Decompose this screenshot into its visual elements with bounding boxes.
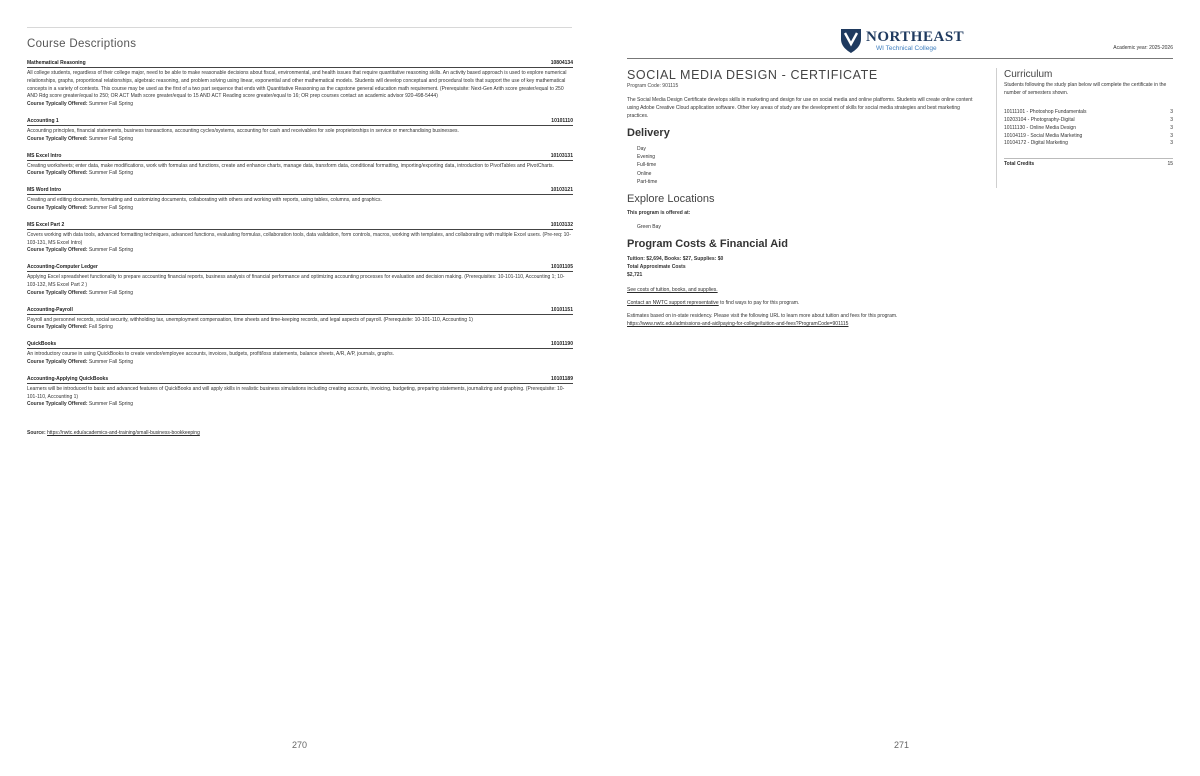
- course-description: Accounting principles, financial statements, business transactions, accounting cycles/systems, accounting for cash and receivables for sole proprietorships in service or merchandising businesses.: [27, 127, 459, 134]
- course-header: [27, 376, 573, 384]
- course-offered: [27, 247, 573, 255]
- course-entry: [27, 60, 573, 109]
- course-offered: [27, 290, 573, 298]
- course-code: 10101189: [551, 375, 573, 382]
- source-link[interactable]: https://nwtc.edu/academics-and-training/small-business-bookkeeping: [47, 430, 200, 436]
- delivery-heading: Delivery: [627, 127, 670, 139]
- course-entry: [27, 341, 573, 367]
- offered-terms: Summer Fall Spring: [88, 401, 134, 408]
- logo-name: NORTHEAST: [866, 29, 965, 45]
- course-name: MS Excel Intro: [27, 152, 62, 159]
- offered-terms: Summer Fall Spring: [88, 204, 134, 211]
- academic-year: Academic year: 2025-2026: [1113, 45, 1173, 51]
- curriculum-course: 10104172 - Digital Marketing: [1004, 140, 1068, 147]
- curriculum-row: [1004, 125, 1173, 133]
- contact-text: to find ways to pay for this program.: [718, 300, 800, 307]
- shield-logo-icon: [840, 26, 862, 54]
- tuition-url-link[interactable]: https://www.nwtc.edu/admissions-and-aid/paying-for-college/tuition-and-fees?ProgramCode=901115: [627, 321, 849, 328]
- course-entry: [27, 264, 573, 297]
- section-title: Course Descriptions: [27, 38, 137, 50]
- course-header: [27, 118, 573, 126]
- curriculum-credits: 3: [1170, 109, 1173, 116]
- course-name: MS Excel Part 2: [27, 221, 65, 228]
- course-header: [27, 60, 573, 68]
- course-list: [27, 60, 573, 418]
- offered-label: Course Typically Offered:: [27, 247, 88, 254]
- course-description: All college students, regardless of their college major, need to be able to make reasonable decisions about fiscal, environmental, and health issues that require quantitative reasoning skills. An activity based approach is used to explore numerical relationships, graphs, proportional relationships, algebraic reasoning, and problem solving using linear, exponential and other mathematical models. Students will develop conceptual and procedural tools that support the use of key mathematical concepts in a variety of contexts. This course may be used as the first of a two part sequence that ends with Quantitative Reasoning as the capstone general education math requirement. (Prerequisite: Next-Gen Arith score greater/equal to 250 AND Rdg score greater/equal to 250; OR ACT Math score greater/equal to 15 AND ACT Reading score greater/equal to 16; OR prep courses contact an academic advisor 920-498-5444): [27, 70, 567, 100]
- course-header: [27, 153, 573, 161]
- course-code: 10103121: [550, 187, 573, 194]
- curriculum-row: [1004, 133, 1173, 141]
- course-offered: [27, 205, 573, 213]
- course-code: 10101151: [551, 306, 573, 313]
- course-name: Accounting-Applying QuickBooks: [27, 375, 109, 382]
- course-entry: [27, 118, 573, 144]
- page-number: 271: [894, 740, 910, 750]
- curriculum-intro: Students following the study plan below will complete the certificate in the number of semesters shown.: [1004, 82, 1167, 96]
- course-header: [27, 222, 573, 230]
- course-name: MS Word Intro: [27, 187, 62, 194]
- curriculum-table: [1004, 109, 1173, 148]
- offered-label: Course Typically Offered:: [27, 204, 88, 211]
- course-entry: [27, 307, 573, 333]
- offered-label: Course Typically Offered:: [27, 101, 88, 108]
- costs-heading: Program Costs & Financial Aid: [627, 238, 788, 251]
- offered-label: Course Typically Offered:: [27, 401, 88, 408]
- offered-terms: Summer Fall Spring: [88, 135, 134, 142]
- total-costs-value: $2,721: [627, 272, 643, 279]
- curriculum-row: [1004, 109, 1173, 117]
- course-description: Creating and editing documents, formatting and customizing documents, collaborating with others and working with reports, using tables, columns, and graphics.: [27, 197, 382, 204]
- delivery-list: [637, 145, 982, 186]
- curriculum-credits: 3: [1170, 124, 1173, 131]
- total-credits-value: 15: [1167, 161, 1173, 168]
- course-header: [27, 264, 573, 272]
- course-offered: [27, 401, 573, 409]
- course-name: Accounting-Computer Ledger: [27, 264, 98, 271]
- curriculum-credits: 3: [1170, 132, 1173, 139]
- locations-heading: Explore Locations: [627, 193, 715, 206]
- curriculum-heading: Curriculum: [1004, 69, 1053, 80]
- curriculum-row: [1004, 117, 1173, 125]
- estimate-note: Estimates based on in-state residency. Please visit the following URL to learn more about tuition and fees for this program.: [627, 313, 898, 320]
- top-divider: [27, 27, 572, 28]
- offered-label: Course Typically Offered:: [27, 289, 88, 296]
- page-number: 270: [292, 740, 308, 750]
- course-entry: [27, 376, 573, 409]
- contact-link[interactable]: Contact an NWTC support representative: [627, 300, 719, 307]
- offered-label: Course Typically Offered:: [27, 170, 88, 177]
- total-credits-row: [1004, 158, 1173, 167]
- program-main: [627, 68, 982, 328]
- course-header: [27, 341, 573, 349]
- course-description: Covers working with data tools, advanced formatting techniques, advanced functions, evaluating formulas, collaboration tools, data validation, form controls, macros, working with templates, and collaborating with multiple Excel users. (Pre-req: 10-103-131, MS Excel Intro): [27, 231, 571, 246]
- costs-breakdown: Tuition: $2,694, Books: $27, Supplies: $0: [627, 256, 724, 263]
- delivery-option: Part-time: [637, 178, 658, 185]
- column-divider: [996, 68, 997, 188]
- offered-terms: Summer Fall Spring: [88, 358, 134, 365]
- source-line: [27, 430, 200, 436]
- course-name: QuickBooks: [27, 341, 57, 348]
- course-header: [27, 307, 573, 315]
- course-name: Mathematical Reasoning: [27, 60, 86, 66]
- course-header: [27, 187, 573, 195]
- course-offered: [27, 359, 573, 367]
- course-code: 10101110: [551, 117, 573, 124]
- course-code: 10101105: [551, 264, 573, 271]
- offered-terms: Summer Fall Spring: [88, 247, 134, 254]
- offered-terms: Summer Fall Spring: [88, 289, 134, 296]
- college-logo: [840, 26, 965, 56]
- program-title: SOCIAL MEDIA DESIGN - CERTIFICATE: [627, 68, 878, 82]
- source-label: Source:: [27, 430, 46, 436]
- course-entry: [27, 187, 573, 213]
- course-entry: [27, 222, 573, 255]
- offered-terms: Fall Spring: [88, 324, 113, 331]
- course-name: Accounting-Payroll: [27, 306, 73, 313]
- offered-label: Course Typically Offered:: [27, 358, 88, 365]
- delivery-option: Online: [637, 170, 652, 177]
- curriculum-credits: 3: [1170, 116, 1173, 123]
- logo-subtitle: WI Technical College: [876, 45, 937, 52]
- locations-list: [637, 223, 982, 231]
- course-entry: [27, 153, 573, 179]
- course-description: Applying Excel spreadsheet functionality to prepare accounting financial reports, business analysis of financial performance and optimizing accounting processes for evaluation and decision making. (Prerequisites: 10-101-110, Accounting 1; 10-103-132, MS Excel Part 2 ): [27, 274, 565, 288]
- curriculum-row: [1004, 140, 1173, 148]
- course-offered: [27, 170, 573, 178]
- curriculum-course: 10111101 - Photoshop Fundamentals: [1004, 109, 1087, 116]
- course-code: 10103132: [550, 221, 573, 228]
- course-offered: [27, 136, 573, 144]
- program-code: Program Code: 901115: [627, 83, 679, 89]
- course-offered: [27, 101, 573, 109]
- curriculum-course: 10203104 - Photography-Digital: [1004, 116, 1075, 123]
- curriculum-course: 10111130 - Online Media Design: [1004, 124, 1076, 131]
- course-code: 10103131: [550, 152, 573, 159]
- delivery-option: Full-time: [637, 162, 657, 169]
- course-code: 10101190: [551, 341, 573, 348]
- curriculum-course: 10104119 - Social Media Marketing: [1004, 132, 1083, 139]
- course-code: 10804134: [550, 60, 573, 66]
- location-item: Green Bay: [637, 224, 661, 231]
- course-description: Payroll and personnel records, social security, withholding tax, unemployment compensation, time sheets and time-keeping records, and legal aspects of payroll. (Prerequisite: 10-101-110, Accounting 1): [27, 316, 473, 323]
- costs-link[interactable]: See costs of tuition, books, and supplies.: [627, 287, 718, 294]
- total-costs-label: Total Approximate Costs: [627, 264, 686, 271]
- offered-label: Course Typically Offered:: [27, 135, 88, 142]
- delivery-option: Day: [637, 146, 646, 152]
- course-description: An introductory course in using QuickBooks to create vendor/employee accounts, invoices, budgets, profit/loss statements, balance sheets, A/R, A/P, journals, graphs.: [27, 351, 395, 358]
- offered-terms: Summer Fall Spring: [88, 170, 134, 177]
- offered-label: Course Typically Offered:: [27, 324, 88, 331]
- delivery-option: Evening: [637, 154, 656, 161]
- header-divider: [627, 58, 1173, 59]
- curriculum-panel: [1004, 69, 1173, 167]
- course-name: Accounting 1: [27, 117, 59, 124]
- right-page: [600, 0, 1200, 776]
- total-credits-label: Total Credits: [1004, 161, 1035, 168]
- curriculum-credits: 3: [1170, 140, 1173, 147]
- program-description: The Social Media Design Certificate develops skills in marketing and design for use on social media and online platforms. Students will create online content using Adobe Creative Cloud application software. Other key areas of study are the development of skills for social media strategies and best marketing practices.: [627, 97, 973, 119]
- offered-terms: Summer Fall Spring: [88, 101, 134, 108]
- locations-intro: This program is offered at:: [627, 210, 691, 217]
- course-description: Learners will be introduced to basic and advanced features of QuickBooks and will apply skills in realistic business simulations including creating accounts, invoicing, budgeting, preparing statements, journalizing and graphing. (Prerequisite: 10-101-110, Accounting 1): [27, 385, 565, 400]
- course-offered: [27, 324, 573, 332]
- course-description: Creating worksheets; enter data, make modifications, work with formulas and functions, create and enhance charts, manage data, transform data, conditional formatting, importing/exporting data, introduction to PivotTables and PivotCharts.: [27, 162, 554, 169]
